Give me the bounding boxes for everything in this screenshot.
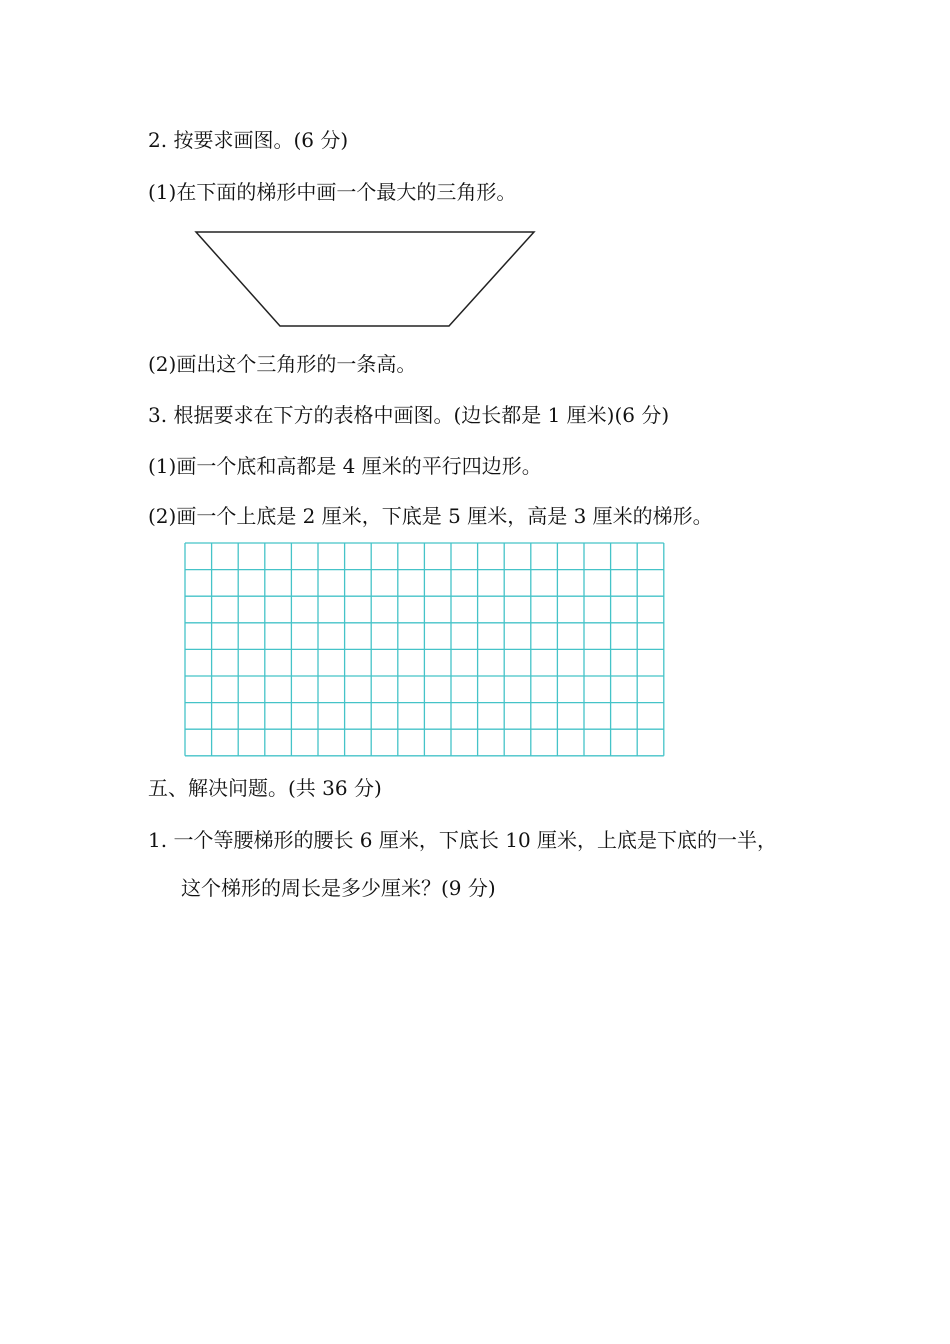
trapezoid-shape xyxy=(196,232,534,326)
q3-sub1: (1)画一个底和高都是 4 厘米的平行四边形。 xyxy=(148,454,542,478)
section5-title: 五、解决问题。(共 36 分) xyxy=(148,776,382,800)
section5-q1-line1: 1. 一个等腰梯形的腰长 6 厘米，下底长 10 厘米，上底是下底的一半， xyxy=(148,828,778,852)
trapezoid-figure xyxy=(190,228,540,330)
q3-title: 3. 根据要求在下方的表格中画图。(边长都是 1 厘米)(6 分) xyxy=(148,403,670,427)
square-grid xyxy=(182,540,666,760)
section5-q1-line2: 这个梯形的周长是多少厘米？(9 分) xyxy=(181,876,496,900)
q2-sub2: (2)画出这个三角形的一条高。 xyxy=(148,352,417,376)
q2-sub1: (1)在下面的梯形中画一个最大的三角形。 xyxy=(148,180,517,204)
q2-title: 2. 按要求画图。(6 分) xyxy=(148,128,349,152)
q3-sub2: (2)画一个上底是 2 厘米，下底是 5 厘米，高是 3 厘米的梯形。 xyxy=(148,504,713,528)
